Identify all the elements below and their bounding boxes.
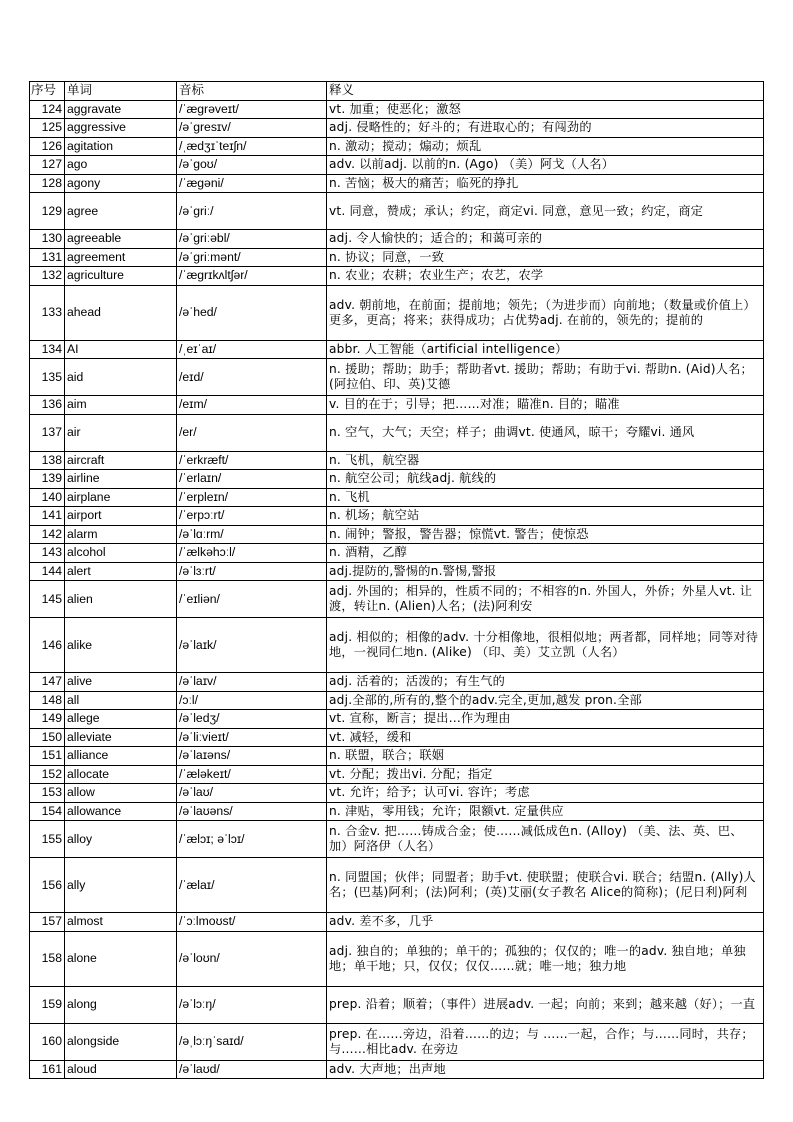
word-number: 144 [30,562,65,581]
word-number: 143 [30,544,65,563]
vocabulary-table [29,81,764,1079]
word-number: 158 [30,931,65,986]
word-text: AI [65,340,177,359]
table-row [30,858,764,913]
word-pronunciation: /ˈælaɪ/ [177,858,327,913]
word-pronunciation: /əˈlaʊd/ [177,1060,327,1079]
word-number: 155 [30,821,65,858]
word-pronunciation: /ˈerlaɪn/ [177,470,327,489]
word-number: 131 [30,248,65,267]
table-row [30,414,764,451]
word-text: ally [65,858,177,913]
word-number: 153 [30,784,65,803]
table-row [30,396,764,415]
word-text: all [65,691,177,710]
word-pronunciation: /er/ [177,414,327,451]
word-number: 128 [30,174,65,193]
word-definition: adj. 相似的；相像的adv. 十分相像地，很相似地；两者都，同样地；同等对待地，一视同仁地n. (Alike) （印、美）艾立凯（人名） [327,618,764,673]
table-row [30,913,764,932]
word-number: 145 [30,581,65,618]
word-pronunciation: /əˈlɜːrt/ [177,562,327,581]
word-text: aggressive [65,119,177,138]
table-row [30,359,764,396]
word-text: airplane [65,488,177,507]
word-pronunciation: /ˌeɪˈaɪ/ [177,340,327,359]
word-text: alien [65,581,177,618]
word-text: aid [65,359,177,396]
word-pronunciation: /ˈerpleɪn/ [177,488,327,507]
word-definition: adj. 独自的；单独的；单干的；孤独的；仅仅的；唯一的adv. 独自地；单独地；单干地；只，仅仅；仅仅……就；唯一地；独力地 [327,931,764,986]
word-text: alert [65,562,177,581]
table-row [30,618,764,673]
table-row [30,507,764,526]
word-definition: n. 同盟国；伙伴；同盟者；助手vt. 使联盟；使联合vi. 联合；结盟n. (Ally)人名；(巴基)阿利；(法)阿利；(英)艾丽(女子教名 Alice的简称)；(尼日利)阿利 [327,858,764,913]
word-number: 151 [30,747,65,766]
word-text: alliance [65,747,177,766]
table-row [30,673,764,692]
word-number: 137 [30,414,65,451]
table-row [30,691,764,710]
word-pronunciation: /əˈhed/ [177,285,327,340]
word-text: agriculture [65,267,177,286]
word-number: 156 [30,858,65,913]
word-definition: n. 苦恼；极大的痛苦；临死的挣扎 [327,174,764,193]
word-number: 135 [30,359,65,396]
word-pronunciation: /əˈlaʊəns/ [177,802,327,821]
header-number: 序号 [30,82,65,101]
word-definition: adj. 令人愉快的；适合的；和蔼可亲的 [327,230,764,249]
word-text: alarm [65,525,177,544]
table-row [30,451,764,470]
word-number: 138 [30,451,65,470]
word-text: airport [65,507,177,526]
word-number: 133 [30,285,65,340]
word-number: 157 [30,913,65,932]
header-word: 单词 [65,82,177,101]
word-pronunciation: /əˈliːvieɪt/ [177,728,327,747]
table-row [30,137,764,156]
word-number: 140 [30,488,65,507]
word-pronunciation: /əˈloʊn/ [177,931,327,986]
word-text: agreeable [65,230,177,249]
word-definition: abbr. 人工智能（artificial intelligence） [327,340,764,359]
word-definition: n. 飞机，航空器 [327,451,764,470]
table-row [30,821,764,858]
table-header-row [30,82,764,101]
word-number: 124 [30,100,65,119]
table-row [30,119,764,138]
word-text: agree [65,193,177,230]
word-number: 127 [30,156,65,175]
table-row [30,802,764,821]
word-text: agitation [65,137,177,156]
word-pronunciation: /ɔːl/ [177,691,327,710]
table-row [30,248,764,267]
table-row [30,931,764,986]
table-row [30,174,764,193]
word-pronunciation: /ˈæɡrəveɪt/ [177,100,327,119]
word-definition: n. 津贴，零用钱；允许；限额vt. 定量供应 [327,802,764,821]
word-number: 130 [30,230,65,249]
word-number: 154 [30,802,65,821]
word-pronunciation: /ˈælkəhɔːl/ [177,544,327,563]
word-text: alloy [65,821,177,858]
vocabulary-table-body [30,82,764,1079]
word-definition: v. 目的在于；引导；把……对准；瞄准n. 目的；瞄准 [327,396,764,415]
word-definition: adj. 活着的；活泼的；有生气的 [327,673,764,692]
table-row [30,562,764,581]
word-text: alive [65,673,177,692]
word-text: agreement [65,248,177,267]
word-number: 150 [30,728,65,747]
table-row [30,525,764,544]
word-definition: n. 酒精，乙醇 [327,544,764,563]
word-text: along [65,986,177,1023]
word-definition: adj. 外国的；相异的，性质不同的；不相容的n. 外国人，外侨；外星人vt. 让渡，转让n. (Alien)人名；(法)阿利安 [327,581,764,618]
word-definition: vt. 减轻，缓和 [327,728,764,747]
word-text: alike [65,618,177,673]
table-row [30,581,764,618]
word-number: 148 [30,691,65,710]
table-row [30,193,764,230]
word-pronunciation: /əˈɡriː/ [177,193,327,230]
word-text: airline [65,470,177,489]
word-text: allege [65,710,177,729]
word-definition: vt. 分配；拨出vi. 分配；指定 [327,765,764,784]
word-text: ago [65,156,177,175]
word-definition: adj.提防的,警惕的n.警惕,警报 [327,562,764,581]
table-row [30,230,764,249]
word-pronunciation: /ˈæləkeɪt/ [177,765,327,784]
word-definition: adv. 大声地；出声地 [327,1060,764,1079]
table-row [30,1060,764,1079]
word-text: alcohol [65,544,177,563]
word-text: allocate [65,765,177,784]
word-number: 152 [30,765,65,784]
word-definition: vt. 宣称，断言；提出…作为理由 [327,710,764,729]
word-text: ahead [65,285,177,340]
word-number: 134 [30,340,65,359]
word-pronunciation: /ˈɔːlmoʊst/ [177,913,327,932]
word-text: aim [65,396,177,415]
word-number: 126 [30,137,65,156]
word-text: aggravate [65,100,177,119]
word-number: 129 [30,193,65,230]
table-row [30,156,764,175]
table-row [30,710,764,729]
word-number: 161 [30,1060,65,1079]
word-pronunciation: /əˈledʒ/ [177,710,327,729]
word-number: 149 [30,710,65,729]
word-definition: adj. 侵略性的；好斗的；有进取心的；有闯劲的 [327,119,764,138]
table-row [30,747,764,766]
word-definition: prep. 沿着；顺着；（事件）进展adv. 一起；向前；来到；越来越（好）；一直 [327,986,764,1023]
word-definition: adj.全部的,所有的,整个的adv.完全,更加,越发 pron.全部 [327,691,764,710]
word-definition: vt. 加重；使恶化；激怒 [327,100,764,119]
word-pronunciation: /əˈɡriːmənt/ [177,248,327,267]
word-pronunciation: /əˈɡoʊ/ [177,156,327,175]
header-definition: 释义 [327,82,764,101]
word-number: 147 [30,673,65,692]
word-definition: n. 飞机 [327,488,764,507]
word-pronunciation: /eɪm/ [177,396,327,415]
word-pronunciation: /ˈerpɔːrt/ [177,507,327,526]
header-pronunciation: 音标 [177,82,327,101]
word-number: 136 [30,396,65,415]
table-row [30,728,764,747]
word-definition: n. 激动；搅动；煽动；烦乱 [327,137,764,156]
word-text: alongside [65,1023,177,1060]
word-text: alleviate [65,728,177,747]
word-text: alone [65,931,177,986]
word-definition: n. 航空公司；航线adj. 航线的 [327,470,764,489]
word-pronunciation: /əˈlaɪv/ [177,673,327,692]
table-row [30,544,764,563]
word-definition: adv. 朝前地，在前面；提前地；领先；（为进步而）向前地；（数量或价值上）更多，更高；将来；获得成功；占优势adj. 在前的，领先的；提前的 [327,285,764,340]
word-number: 160 [30,1023,65,1060]
table-row [30,765,764,784]
word-text: agony [65,174,177,193]
word-number: 141 [30,507,65,526]
word-pronunciation: /eɪd/ [177,359,327,396]
word-definition: vt. 同意，赞成；承认；约定，商定vi. 同意，意见一致；约定，商定 [327,193,764,230]
word-pronunciation: /ˈæɡrɪkʌltʃər/ [177,267,327,286]
word-text: allowance [65,802,177,821]
word-definition: adv. 以前adj. 以前的n. (Ago) （美）阿戈（人名） [327,156,764,175]
word-pronunciation: /ˈæɡəni/ [177,174,327,193]
word-pronunciation: /əˈlaɪəns/ [177,747,327,766]
word-number: 139 [30,470,65,489]
word-pronunciation: /əˈɡriːəbl/ [177,230,327,249]
word-definition: n. 合金v. 把……铸成合金；使……减低成色n. (Alloy) （美、法、英、巴、加）阿洛伊（人名） [327,821,764,858]
word-pronunciation: /əˈlaɪk/ [177,618,327,673]
word-pronunciation: /əˈɡresɪv/ [177,119,327,138]
word-definition: n. 机场；航空站 [327,507,764,526]
word-pronunciation: /əˈlaʊ/ [177,784,327,803]
word-definition: n. 协议；同意，一致 [327,248,764,267]
word-number: 125 [30,119,65,138]
table-row [30,100,764,119]
table-row [30,784,764,803]
table-row [30,285,764,340]
word-definition: n. 联盟，联合；联姻 [327,747,764,766]
table-row [30,340,764,359]
word-text: aircraft [65,451,177,470]
word-text: air [65,414,177,451]
word-definition: n. 农业；农耕；农业生产；农艺，农学 [327,267,764,286]
word-pronunciation: /əˈlɑːrm/ [177,525,327,544]
word-text: aloud [65,1060,177,1079]
word-pronunciation: /əˈlɔːŋ/ [177,986,327,1023]
table-row [30,267,764,286]
word-pronunciation: /ˈælɔɪ; əˈlɔɪ/ [177,821,327,858]
word-pronunciation: /əˌlɔːŋˈsaɪd/ [177,1023,327,1060]
word-number: 142 [30,525,65,544]
word-number: 146 [30,618,65,673]
table-row [30,470,764,489]
word-pronunciation: /ˌædʒɪˈteɪʃn/ [177,137,327,156]
word-definition: n. 闹钟；警报，警告器；惊慌vt. 警告；使惊恐 [327,525,764,544]
table-row [30,488,764,507]
word-text: allow [65,784,177,803]
word-pronunciation: /ˈerkræft/ [177,451,327,470]
word-number: 159 [30,986,65,1023]
word-number: 132 [30,267,65,286]
word-definition: adv. 差不多，几乎 [327,913,764,932]
table-row [30,986,764,1023]
word-definition: n. 空气，大气；天空；样子；曲调vt. 使通风，晾干；夸耀vi. 通风 [327,414,764,451]
table-row [30,1023,764,1060]
word-definition: prep. 在……旁边，沿着……的边；与 ……一起，合作；与……同时，共存；与……相比adv. 在旁边 [327,1023,764,1060]
word-pronunciation: /ˈeɪliən/ [177,581,327,618]
word-definition: n. 援助；帮助；助手；帮助者vt. 援助；帮助；有助于vi. 帮助n. (Aid)人名；(阿拉伯、印、英)艾德 [327,359,764,396]
word-definition: vt. 允许；给予；认可vi. 容许；考虑 [327,784,764,803]
word-text: almost [65,913,177,932]
